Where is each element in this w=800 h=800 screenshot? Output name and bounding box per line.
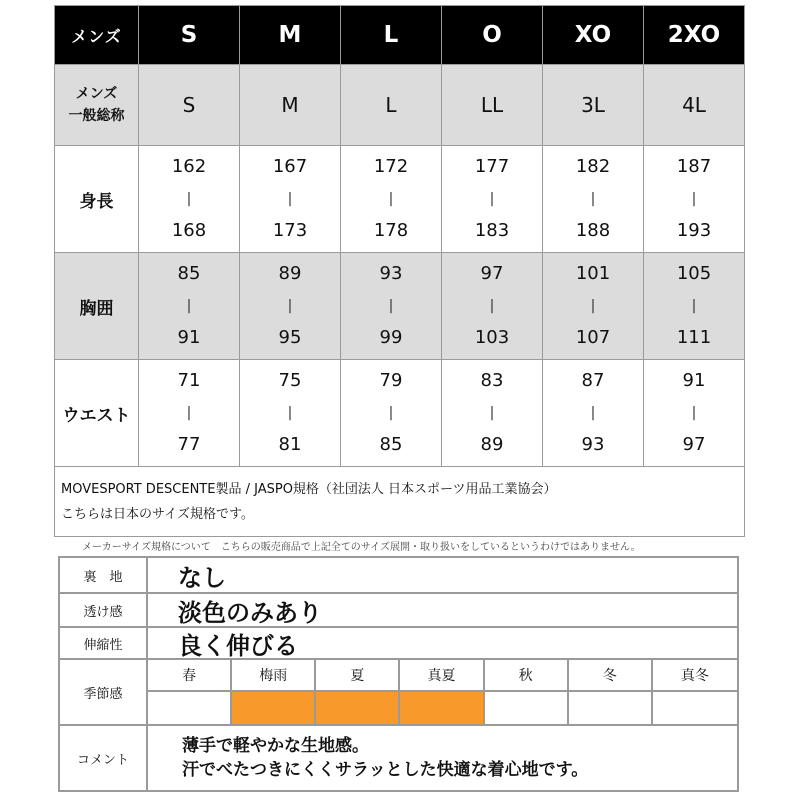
- measure-range-cell: [442, 146, 543, 253]
- range-min: 105: [676, 263, 712, 284]
- measure-range-cell: [341, 146, 442, 253]
- range-separator: |: [388, 298, 394, 314]
- range-max: 188: [575, 220, 611, 241]
- stretch-row: [60, 628, 737, 660]
- range-separator: |: [489, 298, 495, 314]
- measure-label: ウエスト: [55, 360, 139, 467]
- range-max: 97: [682, 434, 706, 455]
- season-inactive-marker: [569, 692, 653, 724]
- season-name: 真冬: [653, 660, 737, 692]
- range-min: 101: [575, 263, 611, 284]
- season-inactive-marker: [653, 692, 737, 724]
- range-min: 87: [581, 370, 605, 391]
- comment-line1: 薄手で軽やかな生地感。: [182, 736, 369, 756]
- size-header-cell: O: [442, 6, 543, 65]
- measure-range-cell: [240, 360, 341, 467]
- range-min: 97: [480, 263, 504, 284]
- general-size-row: [55, 65, 745, 146]
- size-chart-table: [54, 5, 745, 467]
- season-name: 冬: [569, 660, 653, 692]
- range-min: 177: [474, 156, 510, 177]
- general-size-cell: 4L: [644, 65, 745, 146]
- season-row: [60, 660, 737, 726]
- general-size-cell: L: [341, 65, 442, 146]
- range-separator: |: [691, 405, 697, 421]
- general-size-cell: 3L: [543, 65, 644, 146]
- range-separator: |: [287, 191, 293, 207]
- range-separator: |: [489, 405, 495, 421]
- measure-range-cell: [139, 360, 240, 467]
- size-header-cell: 2XO: [644, 6, 745, 65]
- season-active-marker: [232, 692, 316, 724]
- sheer-row: [60, 594, 737, 628]
- range-separator: |: [489, 191, 495, 207]
- comment-label: コメント: [60, 726, 148, 790]
- comment-line2: 汗でべたつきにくくサラッとした快適な着心地です。: [182, 760, 589, 780]
- season-label: 季節感: [60, 660, 148, 724]
- range-separator: |: [388, 191, 394, 207]
- measure-range-cell: [644, 253, 745, 360]
- range-max: 89: [480, 434, 504, 455]
- range-min: 93: [379, 263, 403, 284]
- season-inactive-marker: [148, 692, 232, 724]
- range-max: 183: [474, 220, 510, 241]
- measure-range-cell: [341, 360, 442, 467]
- range-min: 85: [177, 263, 201, 284]
- range-separator: |: [287, 298, 293, 314]
- material-info-table: [58, 556, 739, 792]
- range-min: 79: [379, 370, 403, 391]
- japan-size-note: こちらは日本のサイズ規格です。: [61, 507, 254, 522]
- range-separator: |: [590, 191, 596, 207]
- measure-range-cell: [442, 253, 543, 360]
- range-max: 168: [171, 220, 207, 241]
- range-max: 178: [373, 220, 409, 241]
- measure-range-cell: [341, 253, 442, 360]
- measure-label: 身長: [55, 146, 139, 253]
- measure-range-cell: [644, 360, 745, 467]
- general-size-cell: M: [240, 65, 341, 146]
- measure-range-cell: [442, 360, 543, 467]
- size-header-cell: XO: [543, 6, 644, 65]
- range-max: 93: [581, 434, 605, 455]
- season-name: 夏: [316, 660, 400, 692]
- general-size-cell: LL: [442, 65, 543, 146]
- season-name: 秋: [485, 660, 569, 692]
- season-active-marker: [316, 692, 400, 724]
- comment-text: [182, 734, 588, 782]
- range-min: 187: [676, 156, 712, 177]
- measure-range-cell: [543, 253, 644, 360]
- season-grid: [148, 660, 737, 724]
- sheer-label: 透け感: [60, 594, 148, 626]
- range-min: 91: [682, 370, 706, 391]
- general-size-cell: S: [139, 65, 240, 146]
- measure-range-cell: [139, 253, 240, 360]
- height-row: [55, 146, 745, 253]
- lining-label: 裏 地: [60, 558, 148, 592]
- range-min: 167: [272, 156, 308, 177]
- range-max: 193: [676, 220, 712, 241]
- sheer-value: 淡色のみあり: [178, 598, 322, 627]
- mens-header-label: メンズ: [55, 6, 139, 65]
- range-max: 91: [177, 327, 201, 348]
- season-inactive-marker: [485, 692, 569, 724]
- general-label-line1: メンズ: [75, 86, 118, 102]
- lining-value: なし: [178, 563, 226, 592]
- range-min: 83: [480, 370, 504, 391]
- season-name: 梅雨: [232, 660, 316, 692]
- measure-range-cell: [240, 146, 341, 253]
- range-max: 85: [379, 434, 403, 455]
- size-header-cell: M: [240, 6, 341, 65]
- range-min: 182: [575, 156, 611, 177]
- waist-row: [55, 360, 745, 467]
- maker-size-disclaimer: メーカーサイズ規格について こちらの販売商品で上記全てのサイズ展開・取り扱いをしているというわけではありません。: [82, 542, 641, 553]
- range-max: 81: [278, 434, 302, 455]
- season-name: 真夏: [400, 660, 484, 692]
- season-active-marker: [400, 692, 484, 724]
- range-separator: |: [388, 405, 394, 421]
- range-max: 77: [177, 434, 201, 455]
- range-separator: |: [691, 191, 697, 207]
- measure-range-cell: [543, 360, 644, 467]
- range-min: 162: [171, 156, 207, 177]
- range-separator: |: [691, 298, 697, 314]
- size-header-cell: S: [139, 6, 240, 65]
- chest-row: [55, 253, 745, 360]
- season-name: 春: [148, 660, 232, 692]
- measure-range-cell: [644, 146, 745, 253]
- range-min: 75: [278, 370, 302, 391]
- range-min: 172: [373, 156, 409, 177]
- range-max: 173: [272, 220, 308, 241]
- range-max: 107: [575, 327, 611, 348]
- measure-range-cell: [139, 146, 240, 253]
- size-standard-note: MOVESPORT DESCENTE製品 / JASPO規格（社団法人 日本スポーツ用品工業協会）: [61, 482, 557, 497]
- measure-range-cell: [543, 146, 644, 253]
- measure-range-cell: [240, 253, 341, 360]
- lining-row: [60, 558, 737, 594]
- size-notes: [54, 463, 745, 537]
- range-separator: |: [186, 405, 192, 421]
- range-separator: |: [186, 191, 192, 207]
- size-header-row: [55, 6, 745, 65]
- measure-label: 胸囲: [55, 253, 139, 360]
- range-separator: |: [590, 405, 596, 421]
- range-separator: |: [287, 405, 293, 421]
- stretch-label: 伸縮性: [60, 628, 148, 658]
- general-size-label: [55, 65, 139, 146]
- stretch-value: 良く伸びる: [178, 631, 298, 660]
- range-max: 103: [474, 327, 510, 348]
- range-max: 111: [676, 327, 712, 348]
- range-max: 95: [278, 327, 302, 348]
- range-min: 89: [278, 263, 302, 284]
- range-separator: |: [590, 298, 596, 314]
- general-label-line2: 一般総称: [68, 108, 125, 124]
- range-max: 99: [379, 327, 403, 348]
- range-min: 71: [177, 370, 201, 391]
- size-header-cell: L: [341, 6, 442, 65]
- range-separator: |: [186, 298, 192, 314]
